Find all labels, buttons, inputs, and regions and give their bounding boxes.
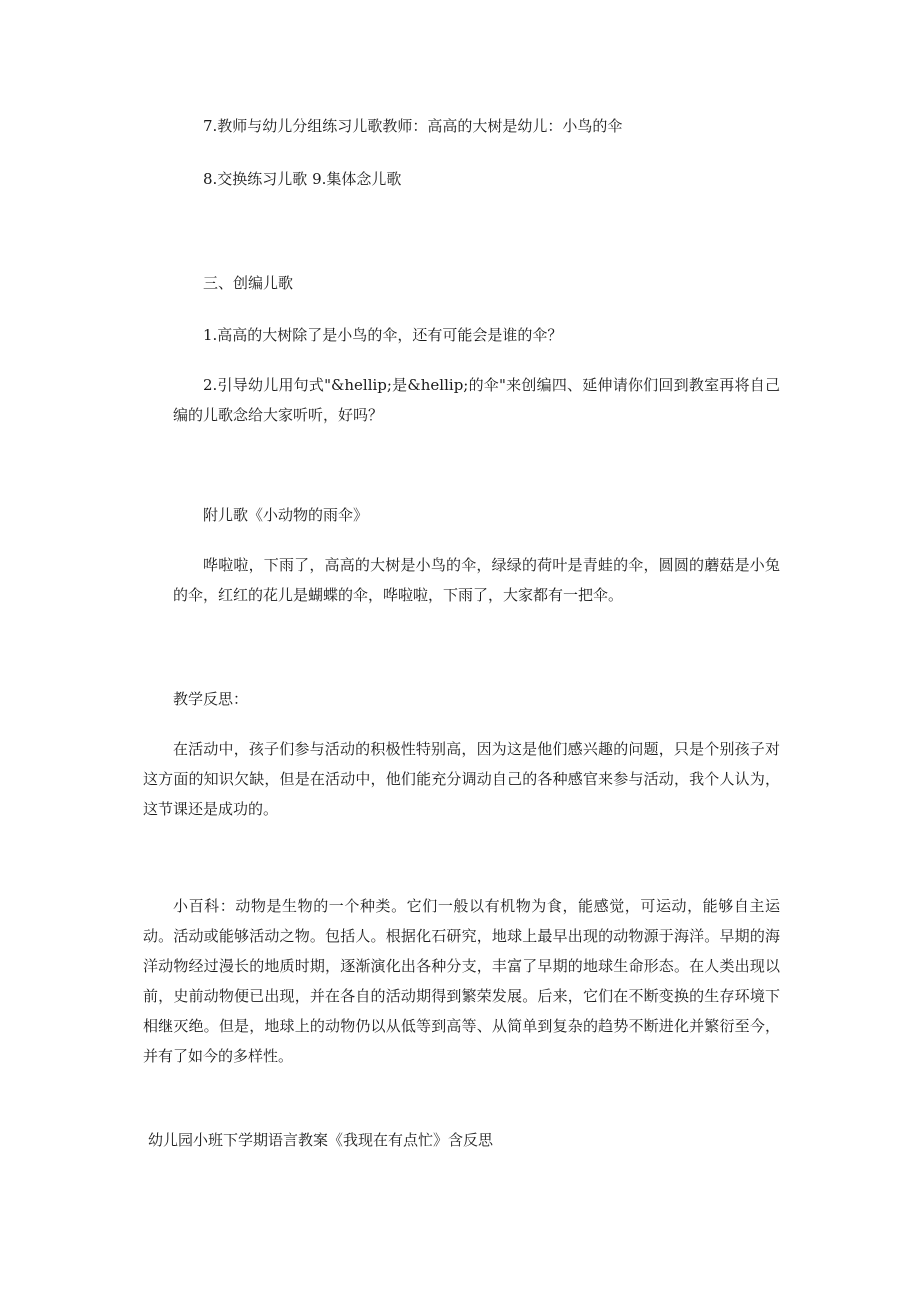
section-three-heading: 三、创编儿歌 [203,274,294,292]
reflection-body: 在活动中，孩子们参与活动的积极性特别高，因为这是他们感兴趣的问题，只是个别孩子对这方面的知识欠缺，但是在活动中，他们能充分调动自己的各种感官来参与活动，我个人认为，这节课还是成功的。 [143,740,780,818]
create-step-1: 1.高高的大树除了是小鸟的伞，还有可能会是谁的伞？ [203,326,563,344]
appendix-poem: 哗啦啦，下雨了，高高的大树是小鸟的伞，绿绿的荷叶是青蛙的伞，圆圆的蘑菇是小兔的伞，红红的花儿是蝴蝶的伞，哗啦啦，下雨了，大家都有一把伞。 [173,556,780,604]
practice-step-7: 7.教师与幼儿分组练习儿歌教师：高高的大树是幼儿：小鸟的伞 [203,117,623,135]
appendix-title: 附儿歌《小动物的雨伞》 [203,506,369,524]
next-document-title: 幼儿园小班下学期语言教案《我现在有点忙》含反思 [148,1131,494,1149]
reflection-heading: 教学反思： [173,690,249,708]
encyclopedia-paragraph: 小百科：动物是生物的一个种类。它们一般以有机物为食，能感觉，可运动，能够自主运动。活动或能够活动之物。包括人。根据化石研究，地球上最早出现的动物源于海洋。早期的海洋动物经过漫长的地质时期，逐渐演化出各种分支，丰富了早期的地球生命形态。在人类出现以前，史前动物便已出现，并在各自的活动期得到繁荣发展。后来，它们在不断变换的生存环境下相继灭绝。但是，地球上的动物仍以从低等到高等、从简单到复杂的趋势不断进化并繁衍至今，并有了如今的多样性。 [143,897,780,1065]
practice-steps-8-9: 8.交换练习儿歌 9.集体念儿歌 [203,170,402,188]
create-step-2: 2.引导幼儿用句式"&hellip;是&hellip;的伞"来创编四、延伸请你们回到教室再将自己编的儿歌念给大家听听，好吗？ [173,376,780,424]
